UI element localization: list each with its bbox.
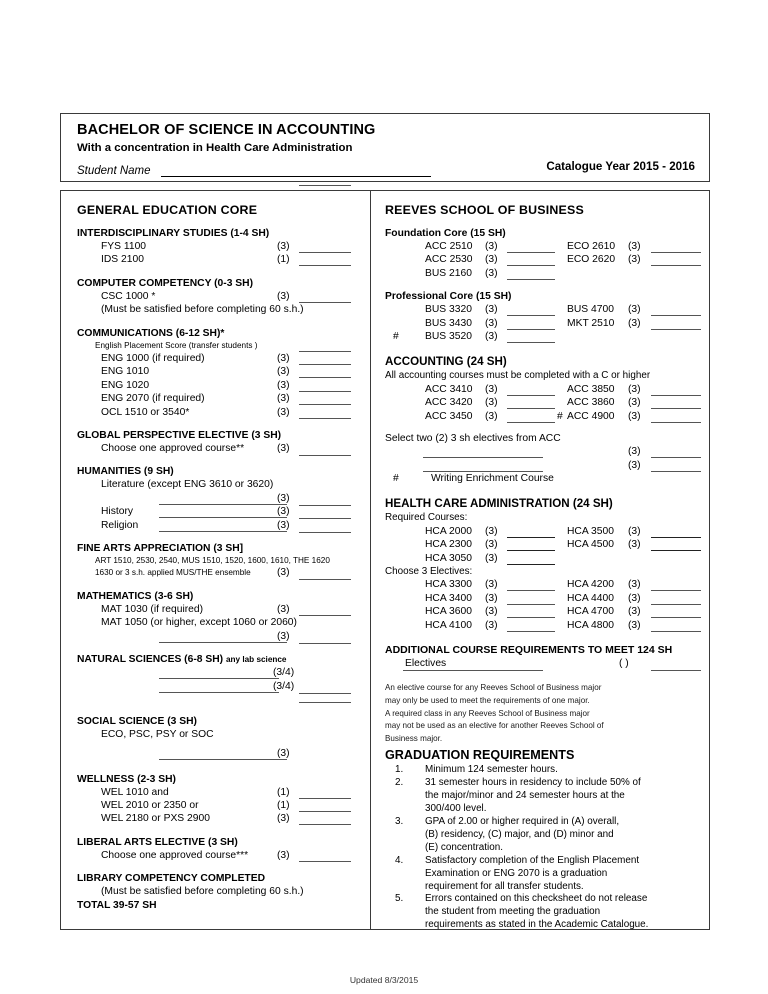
- group-heading-foundation-core: Foundation Core (15 SH): [385, 228, 506, 239]
- course-write-in[interactable]: [159, 759, 287, 760]
- course-credit: (3): [485, 606, 498, 618]
- group-heading-liberal-arts: LIBERAL ARTS ELECTIVE (3 SH): [77, 836, 238, 848]
- course-label: IDS 2100: [101, 254, 144, 266]
- course-credit: (3): [628, 525, 641, 537]
- group-heading-interdisciplinary: INTERDISCIPLINARY STUDIES (1-4 SH): [77, 228, 270, 239]
- additional-electives-row: [385, 657, 699, 670]
- course-blank[interactable]: [299, 418, 351, 419]
- list-item-text: Minimum 124 semester hours.: [425, 764, 558, 776]
- course-credit: (3): [485, 525, 498, 537]
- reeves-school-column: [371, 191, 709, 932]
- course-credit: (3): [277, 603, 290, 615]
- course-blank[interactable]: [299, 579, 351, 580]
- course-credit: (3): [277, 379, 290, 391]
- group-heading-computer-competency: COMPUTER COMPETENCY (0-3 SH): [77, 277, 254, 289]
- course-credit: (3): [628, 459, 641, 471]
- course-write-in[interactable]: [159, 642, 287, 643]
- course-row: [385, 253, 699, 266]
- course-row: [385, 538, 699, 551]
- course-row: [77, 492, 362, 505]
- course-label: ENG 1000 (if required): [101, 353, 205, 365]
- list-item-number: 3.: [395, 815, 404, 827]
- course-row: [385, 330, 699, 343]
- course-code: ECO 2620: [567, 254, 616, 266]
- course-row: [77, 680, 362, 693]
- group-heading-natural-sciences: [77, 654, 362, 665]
- course-credit: (3): [485, 579, 498, 591]
- course-code: ACC 3850: [567, 383, 615, 395]
- list-item-text: requirement for all transfer students.: [425, 880, 584, 892]
- group-heading-accounting: ACCOUNTING (24 SH): [385, 355, 507, 369]
- course-code: HCA 2300: [425, 539, 472, 551]
- course-row: [77, 290, 362, 303]
- group-heading-communications: COMMUNICATIONS (6-12 SH)*: [77, 327, 225, 339]
- course-blank[interactable]: [651, 631, 701, 632]
- course-credit: (3): [277, 567, 290, 579]
- course-row: [385, 578, 699, 591]
- course-code: HCA 3300: [425, 579, 472, 591]
- course-write-in[interactable]: [159, 531, 287, 532]
- writing-enrichment-label: Writing Enrichment Course: [431, 473, 554, 485]
- course-label: ENG 1010: [101, 366, 150, 378]
- policy-line: may only be used to meet the requirements of one major.: [385, 695, 590, 705]
- course-row: [385, 240, 699, 253]
- course-credit: (3): [485, 304, 498, 316]
- course-label: English Placement Score (transfer students ): [95, 340, 258, 350]
- course-row: [77, 693, 362, 706]
- course-row: [77, 505, 362, 518]
- course-blank[interactable]: [299, 455, 351, 456]
- list-item: [385, 764, 699, 777]
- course-row: [77, 253, 362, 266]
- course-row: [385, 552, 699, 565]
- additional-credit: ( ): [619, 657, 629, 669]
- course-row: [385, 592, 699, 605]
- accounting-note: All accounting courses must be completed with a C or higher: [385, 370, 651, 382]
- course-credit: (3): [628, 619, 641, 631]
- course-credit: (3): [485, 592, 498, 604]
- course-credit: (3/4): [273, 680, 295, 692]
- course-row: [385, 459, 699, 472]
- course-credit: (3): [628, 606, 641, 618]
- group-heading-social-science: SOCIAL SCIENCE (3 SH): [77, 716, 197, 728]
- course-row: [77, 812, 362, 825]
- list-item: [385, 855, 699, 894]
- course-credit: (3): [628, 397, 641, 409]
- course-credit: (3): [628, 254, 641, 266]
- course-label: FYS 1100: [101, 241, 147, 252]
- course-blank[interactable]: [507, 422, 555, 423]
- group-heading-additional: ADDITIONAL COURSE REQUIREMENTS TO MEET 124 SH: [385, 643, 673, 656]
- course-credit: (3): [628, 304, 641, 316]
- course-label: CSC 1000 *: [101, 290, 156, 302]
- course-note: (Must be satisfied before completing 60 s.h.): [101, 886, 304, 898]
- course-row: [77, 630, 362, 643]
- list-item-text: 300/400 level.: [425, 803, 487, 815]
- course-credit: (3): [277, 747, 290, 759]
- student-name-row: [77, 159, 695, 177]
- course-code: HCA 3400: [425, 592, 472, 604]
- course-label-fine-arts-list: ART 1510, 2530, 2540, MUS 1510, 1520, 1600, 1610, THE 1620: [95, 555, 330, 565]
- course-blank[interactable]: [299, 532, 351, 533]
- group-heading-fine-arts: FINE ARTS APPRECIATION (3 SH]: [77, 542, 244, 554]
- course-credit: (3/4): [273, 667, 295, 679]
- group-heading-text: NATURAL SCIENCES (6-8 SH): [77, 654, 224, 666]
- course-row: [385, 445, 699, 458]
- course-credit: (1): [277, 800, 290, 812]
- writing-enrichment-row: [385, 472, 699, 485]
- course-credit: (3): [485, 254, 498, 266]
- course-row: [77, 799, 362, 812]
- course-credit: (1): [277, 254, 290, 266]
- course-label-social-science: ECO, PSC, PSY or SOC: [101, 729, 214, 741]
- group-heading-global-perspective: GLOBAL PERSPECTIVE ELECTIVE (3 SH): [77, 430, 282, 442]
- course-blank[interactable]: [507, 631, 555, 632]
- course-label: OCL 1510 or 3540*: [101, 406, 190, 418]
- list-item: [385, 777, 699, 816]
- page-subtitle: With a concentration in Health Care Administration: [77, 142, 353, 154]
- course-credit: (3): [277, 492, 290, 504]
- course-credit: (3): [277, 353, 290, 365]
- course-credit: (3): [485, 619, 498, 631]
- course-row: [77, 365, 362, 378]
- course-credit: (3): [485, 330, 498, 342]
- course-row: [77, 603, 362, 616]
- course-row: [77, 786, 362, 799]
- course-code: BUS 3430: [425, 317, 472, 329]
- course-credit: (3): [485, 267, 498, 279]
- group-heading-mathematics: MATHEMATICS (3-6 SH): [77, 590, 194, 602]
- hca-required-label: Required Courses:: [385, 512, 468, 524]
- course-blank[interactable]: [651, 670, 701, 671]
- writing-enrichment-marker: #: [557, 410, 563, 422]
- course-label: WEL 1010 and: [101, 786, 169, 798]
- course-credit: (3): [277, 630, 290, 642]
- course-code: ACC 3450: [425, 410, 473, 422]
- course-row: [385, 396, 699, 409]
- course-label: Religion: [101, 519, 139, 531]
- course-credit: (3): [628, 241, 641, 252]
- course-credit: (1): [277, 786, 290, 798]
- course-code: HCA 3050: [425, 552, 472, 564]
- course-row: [385, 410, 699, 423]
- list-item: [385, 816, 699, 855]
- course-credit: (3): [485, 397, 498, 409]
- course-code: ACC 2510: [425, 241, 473, 252]
- course-row: [385, 383, 699, 396]
- course-credit: (3): [277, 406, 290, 418]
- accounting-electives-note: Select two (2) 3 sh electives from ACC: [385, 432, 561, 444]
- course-code: ACC 3410: [425, 383, 473, 395]
- course-blank[interactable]: [299, 185, 351, 186]
- total-hours: TOTAL 39-57 SH: [77, 899, 157, 911]
- group-heading-library-competency: LIBRARY COMPETENCY COMPLETED: [77, 873, 266, 885]
- course-credit: (3): [277, 519, 290, 531]
- group-heading-text: WELLNESS (2-3 SH): [77, 773, 176, 785]
- course-credit: (3): [628, 579, 641, 591]
- course-label-literature: Literature (except ENG 3610 or 3620): [101, 479, 274, 491]
- course-label-mat1030: MAT 1030 (if required): [101, 603, 204, 615]
- course-blank[interactable]: [507, 279, 555, 280]
- course-code: HCA 4400: [567, 592, 614, 604]
- course-code: HCA 4200: [567, 579, 614, 591]
- course-row: [77, 340, 362, 353]
- hca-electives-label: Choose 3 Electives:: [385, 566, 473, 578]
- course-label: Choose one approved course**: [101, 443, 245, 455]
- course-row: [77, 742, 362, 764]
- course-credit: (3): [485, 552, 498, 564]
- course-blank[interactable]: [299, 824, 351, 825]
- course-row: [77, 849, 362, 862]
- course-blank[interactable]: [299, 643, 351, 644]
- course-code: BUS 2160: [425, 267, 472, 279]
- course-row: [77, 567, 362, 580]
- writing-enrichment-marker: #: [393, 330, 399, 342]
- policy-line: may not be used as an elective for another Reeves School of: [385, 721, 604, 731]
- course-row: [77, 352, 362, 365]
- list-item-number: 4.: [395, 854, 404, 866]
- course-code: HCA 4700: [567, 606, 614, 618]
- course-credit: (3): [485, 539, 498, 551]
- course-credit: (3): [277, 241, 290, 252]
- course-blank[interactable]: [299, 702, 351, 703]
- list-item-text: (B) residency, (C) major, and (D) minor and: [425, 828, 614, 840]
- policy-line: A required class in any Reeves School of Business major: [385, 708, 590, 718]
- course-credit: (3): [628, 383, 641, 395]
- general-education-column: [61, 191, 370, 912]
- header-box: [60, 113, 710, 182]
- course-code: BUS 3320: [425, 304, 472, 316]
- list-item-text: GPA of 2.00 or higher required in (A) overall,: [425, 815, 620, 827]
- course-code: ACC 4900: [567, 410, 615, 422]
- course-label: History: [101, 506, 134, 518]
- group-heading-hca: HEALTH CARE ADMINISTRATION (24 SH): [385, 497, 613, 511]
- student-name-input[interactable]: [161, 164, 431, 177]
- course-row: [77, 392, 362, 405]
- elective-policy-note: [385, 682, 699, 745]
- list-item-text: 31 semester hours in residency to include 50% of: [425, 777, 641, 789]
- body-box: [60, 190, 710, 930]
- policy-line: An elective course for any Reeves School of Business major: [385, 683, 602, 693]
- course-credit: (3): [277, 506, 290, 518]
- course-code: HCA 4500: [567, 539, 614, 551]
- policy-line: Business major.: [385, 733, 443, 743]
- page-title: BACHELOR OF SCIENCE IN ACCOUNTING: [77, 122, 376, 138]
- course-code: ECO 2610: [567, 241, 616, 252]
- list-item-text: (E) concentration.: [425, 841, 503, 853]
- course-credit: (3): [628, 410, 641, 422]
- course-code: ACC 3420: [425, 397, 473, 409]
- course-row: [385, 267, 699, 280]
- course-row: [77, 519, 362, 532]
- course-row: [77, 666, 362, 679]
- course-row: [77, 442, 362, 455]
- course-credit: (3): [277, 290, 290, 302]
- course-credit: (3): [485, 383, 498, 395]
- group-heading-wellness: [77, 774, 362, 785]
- course-code: HCA 3500: [567, 525, 614, 537]
- course-credit: (3): [628, 317, 641, 329]
- reeves-school-title: REEVES SCHOOL OF BUSINESS: [385, 203, 584, 217]
- course-row: [385, 605, 699, 618]
- course-label: ENG 1020: [101, 379, 150, 391]
- course-blank[interactable]: [299, 861, 351, 862]
- graduation-requirements-list: [385, 764, 699, 932]
- course-credit: (3): [277, 366, 290, 378]
- course-note: (Must be satisfied before completing 60 s.h.): [101, 304, 304, 316]
- list-item-text: the student from meeting the graduation: [425, 906, 601, 918]
- additional-electives-label: Electives: [405, 657, 447, 669]
- course-row: [77, 406, 362, 419]
- course-blank[interactable]: [651, 422, 701, 423]
- list-item-number: 1.: [395, 764, 404, 776]
- course-row: [385, 303, 699, 316]
- course-label-mat1050: MAT 1050 (or higher, except 1060 or 2060): [101, 617, 297, 629]
- course-blank[interactable]: [507, 342, 555, 343]
- course-code: HCA 4100: [425, 619, 472, 631]
- catalogue-year: Catalogue Year 2015 - 2016: [546, 160, 695, 173]
- course-label: WEL 2010 or 2350 or: [101, 800, 199, 812]
- course-credit: (3): [277, 443, 290, 455]
- footer-updated: Updated 8/3/2015: [349, 975, 419, 985]
- list-item-text: requirements as stated in the Academic Catalogue.: [425, 919, 649, 931]
- list-item-number: 5.: [395, 893, 404, 905]
- course-code: HCA 2000: [425, 525, 472, 537]
- course-code: ACC 2530: [425, 254, 473, 266]
- list-item-text: the major/minor and 24 semester hours at the: [425, 790, 625, 802]
- course-code: MKT 2510: [567, 317, 615, 329]
- course-label: WEL 2180 or PXS 2900: [101, 813, 210, 825]
- course-credit: (3): [485, 241, 498, 252]
- course-row: [77, 379, 362, 392]
- course-credit: (3): [277, 849, 290, 861]
- graduation-requirements-title: GRADUATION REQUIREMENTS: [385, 748, 575, 763]
- general-education-title: GENERAL EDUCATION CORE: [77, 203, 258, 217]
- course-credit: (3): [485, 410, 498, 422]
- course-row: [77, 240, 362, 253]
- course-row: [385, 525, 699, 538]
- course-label: 1630 or 3 s.h. applied MUS/THE ensemble: [95, 568, 251, 578]
- student-name-label: Student Name: [77, 165, 151, 177]
- course-credit: (3): [277, 813, 290, 825]
- group-heading-humanities: HUMANITIES (9 SH): [77, 466, 174, 478]
- course-code: BUS 3520: [425, 330, 472, 342]
- course-code: HCA 4800: [567, 619, 614, 631]
- course-row: [385, 619, 699, 632]
- course-label: ENG 2070 (if required): [101, 393, 205, 405]
- list-item-text: Examination or ENG 2070 is a graduation: [425, 867, 608, 879]
- course-row: [385, 317, 699, 330]
- list-item: [385, 893, 699, 932]
- course-credit: (3): [628, 592, 641, 604]
- course-code: HCA 3600: [425, 606, 472, 618]
- course-credit: (3): [277, 393, 290, 405]
- course-credit: (3): [628, 539, 641, 551]
- list-item-text: Errors contained on this checksheet do not release: [425, 893, 648, 905]
- list-item-number: 2.: [395, 777, 404, 789]
- course-label: Choose one approved course***: [101, 849, 249, 861]
- course-code: ACC 3860: [567, 397, 615, 409]
- course-credit: (3): [628, 446, 641, 458]
- course-blank[interactable]: [299, 265, 351, 266]
- list-item-text: Satisfactory completion of the English Placement: [425, 854, 640, 866]
- electives-write-in[interactable]: [403, 670, 543, 671]
- group-heading-professional-core: Professional Core (15 SH): [385, 291, 512, 303]
- group-heading-suffix: any lab science: [225, 655, 287, 665]
- course-credit: (3): [485, 317, 498, 329]
- course-code: BUS 4700: [567, 304, 614, 316]
- writing-enrichment-marker: #: [393, 473, 399, 485]
